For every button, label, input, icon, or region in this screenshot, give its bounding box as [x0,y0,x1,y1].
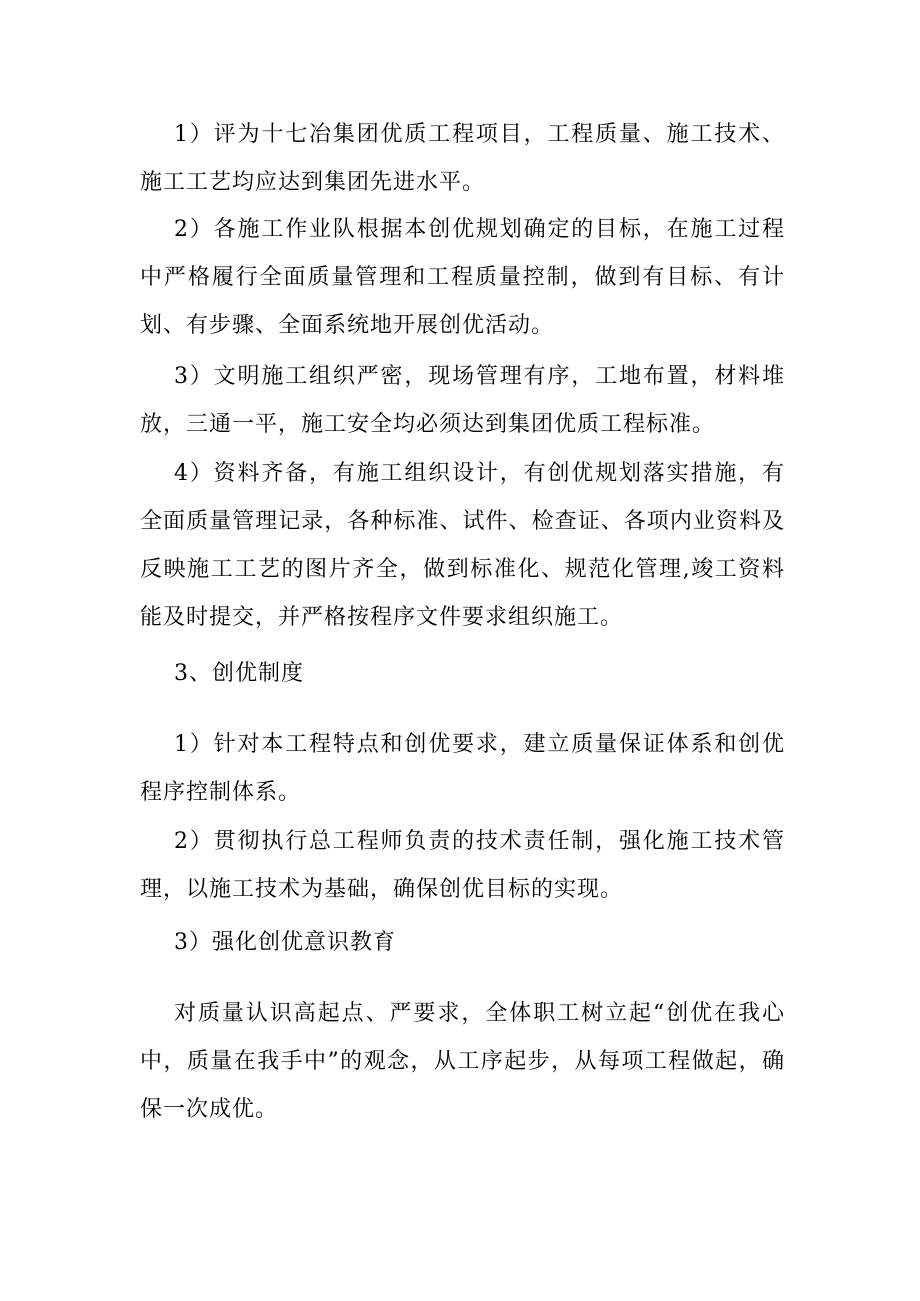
paragraph-goal-2: 2）各施工作业队根据本创优规划确定的目标，在施工过程中严格履行全面质量管理和工程质量控制，做到有目标、有计划、有步骤、全面系统地开展创优活动。 [140,217,785,338]
paragraph-goal-1: 1）评为十七冶集团优质工程项目，工程质量、施工技术、施工工艺均应达到集团先进水平。 [140,122,785,195]
paragraph-goal-4: 4）资料齐备，有施工组织设计，有创优规划落实措施，有全面质量管理记录，各种标准、试件、检查证、各项内业资料及反映施工工艺的图片齐全，做到标准化、规范化管理,竣工资料能及时提交，并严格按程序文件要求组织施工。 [140,461,785,630]
paragraph-goal-3: 3）文明施工组织严密，现场管理有序，工地布置，材料堆放，三通一平，施工安全均必须达到集团优质工程标准。 [140,364,785,437]
paragraph-closing: 对质量认识高起点、严要求，全体职工树立起“创优在我心中，质量在我手中”的观念，从工序起步，从每项工程做起，确保一次成优。 [140,1001,785,1122]
subheading-education: 3）强化创优意识教育 [174,930,396,955]
paragraph-system-1: 1）针对本工程特点和创优要求，建立质量保证体系和创优程序控制体系。 [140,732,785,805]
paragraph-system-2: 2）贯彻执行总工程师负责的技术责任制，强化施工技术管理，以施工技术为基础，确保创优目标的实现。 [140,829,785,902]
section-heading: 3、创优制度 [174,661,304,686]
